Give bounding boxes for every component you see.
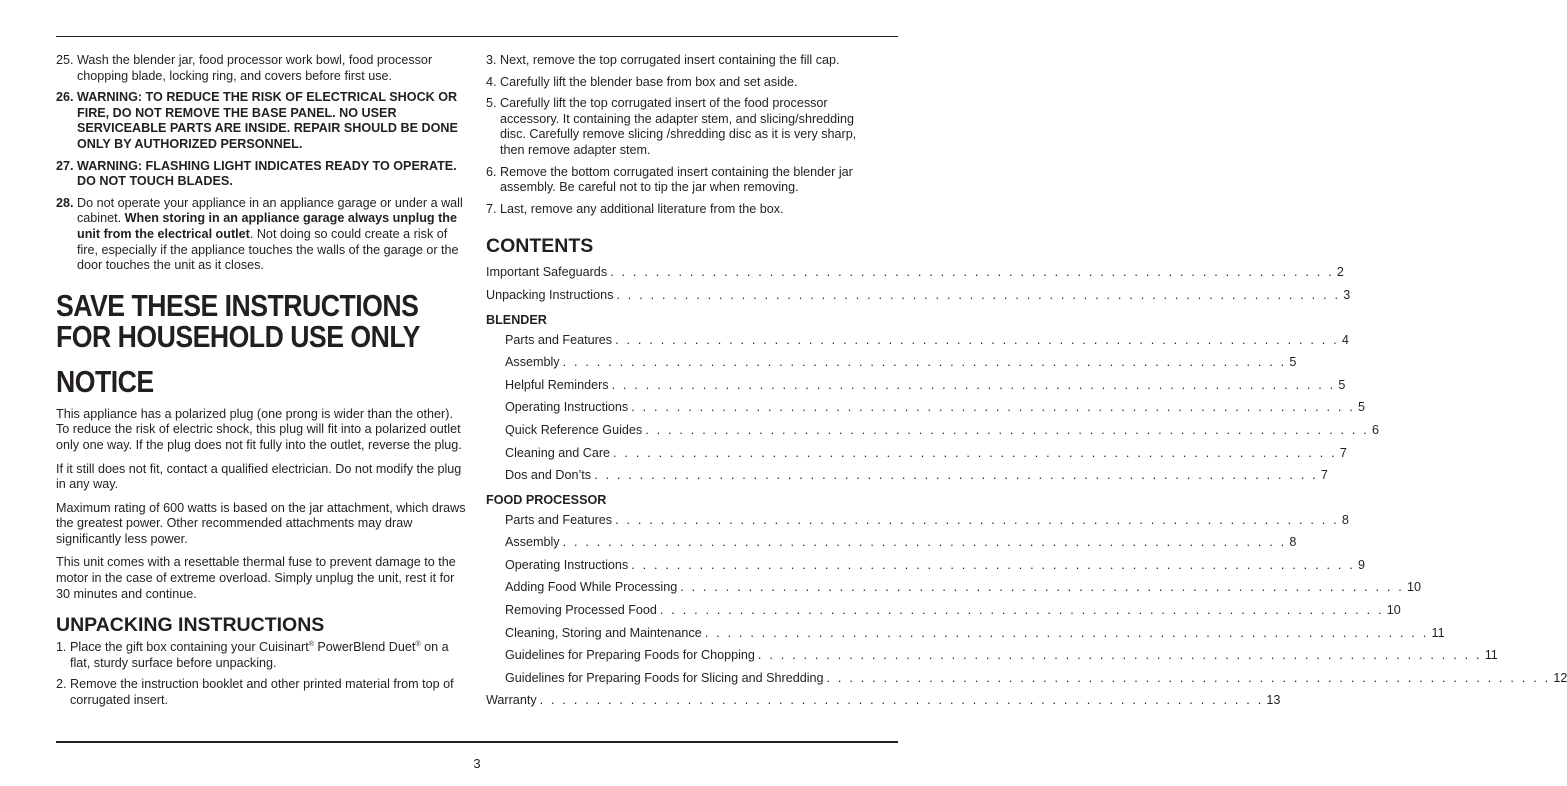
toc-entry-important-safeguards[interactable]: Important Safeguards . . . . . . . . . . . . . . . . . . . . . . . . . . . . . . . . . . . . . . . . . . . . . . . . . . . . . . . . . . . . . . . . 2 — [486, 265, 1344, 280]
safeguard-item-28: 28. Do not operate your appliance in an appliance garage or under a wall cabinet. When storing in an appliance garage always unplug the unit from the electrical outlet. Not doing so could create a risk of fire, especially if the appliance touches the walls of the garage or the door touches the unit as it closes. — [56, 195, 463, 273]
bottom-rule — [56, 741, 898, 743]
page-number: 3 — [473, 756, 481, 771]
toc-entry-blender-assembly[interactable]: Assembly . . . . . . . . . . . . . . . . . . . . . . . . . . . . . . . . . . . . . . . . . . . . . . . . . . . . . . . . . . . . . . . . 5 — [505, 355, 1297, 370]
toc-entry-fp-operating[interactable]: Operating Instructions . . . . . . . . . . . . . . . . . . . . . . . . . . . . . . . . . . . . . . . . . . . . . . . . . . . . . . . . . . . . . . . . 9 — [505, 557, 1365, 572]
toc-entry-adding-food[interactable]: Adding Food While Processing . . . . . . . . . . . . . . . . . . . . . . . . . . . . . . . . . . . . . . . . . . . . . . . . . . . . . . . . . . . . . . . . 10 — [505, 580, 1422, 595]
notice-heading: NOTICE — [56, 363, 154, 399]
safeguard-item-25: 25. Wash the blender jar, food processor work bowl, food processor chopping blade, locking ring, and covers before first use. — [56, 53, 433, 83]
toc-entry-helpful-reminders[interactable]: Helpful Reminders . . . . . . . . . . . . . . . . . . . . . . . . . . . . . . . . . . . . . . . . . . . . . . . . . . . . . . . . . . . . . . . . 5 — [505, 377, 1346, 392]
right-column — [486, 53, 1567, 716]
unpacking-step-5: 5. Carefully lift the top corrugated insert of the food processor accessory. It containing the adapter stem, and slicing/shredding disc. Carefully remove slicing /shredding disc as it is very sharp, then remove adapter stem. — [486, 96, 857, 157]
toc-entry-dos-donts[interactable]: Dos and Don’ts . . . . . . . . . . . . . . . . . . . . . . . . . . . . . . . . . . . . . . . . . . . . . . . . . . . . . . . . . . . . . . . . 7 — [505, 468, 1328, 483]
toc-entry-removing-food[interactable]: Removing Processed Food . . . . . . . . . . . . . . . . . . . . . . . . . . . . . . . . . . . . . . . . . . . . . . . . . . . . . . . . . . . . . . . . 10 — [505, 603, 1401, 618]
unpacking-step-6: 6. Remove the bottom corrugated insert containing the blender jar assembly. Be careful not to tip the jar when removing. — [486, 164, 853, 195]
safeguard-item-27: 27. WARNING: FLASHING LIGHT INDICATES READY TO OPERATE. DO NOT TOUCH BLADES. — [56, 158, 457, 189]
toc-entry-unpacking-instructions[interactable]: Unpacking Instructions . . . . . . . . . . . . . . . . . . . . . . . . . . . . . . . . . . . . . . . . . . . . . . . . . . . . . . . . . . . . . . . . 3 — [486, 287, 1351, 302]
safeguard-item-26: 26. WARNING: TO REDUCE THE RISK OF ELECTRICAL SHOCK OR FIRE, DO NOT REMOVE THE BASE PANEL. NO USER SERVICEABLE PARTS ARE INSIDE. REPAIR SHOULD BE DONE ONLY BY AUTHORIZED PERSONNEL. — [56, 90, 458, 151]
toc-entry-fp-parts[interactable]: Parts and Features . . . . . . . . . . . . . . . . . . . . . . . . . . . . . . . . . . . . . . . . . . . . . . . . . . . . . . . . . . . . . . . . 8 — [505, 512, 1349, 527]
unpacking-step-7: 7. Last, remove any additional literature from the box. — [486, 201, 784, 216]
unpacking-step-4: 4. Carefully lift the blender base from box and set aside. — [486, 74, 798, 89]
table-of-contents — [486, 265, 1567, 716]
notice-paragraph-4: This unit comes with a resettable thermal fuse to prevent damage to the motor in the case of extreme overload. Simply unplug the unit, rest it for 30 minutes and continue. — [56, 555, 456, 601]
contents-heading: CONTENTS — [486, 235, 594, 258]
left-column — [56, 53, 468, 715]
toc-entry-warranty[interactable]: Warranty . . . . . . . . . . . . . . . . . . . . . . . . . . . . . . . . . . . . . . . . . . . . . . . . . . . . . . . . . . . . . . . . 13 — [486, 693, 1281, 708]
toc-category-food-processor: FOOD PROCESSOR — [486, 492, 607, 507]
unpacking-step-3: 3. Next, remove the top corrugated insert containing the fill cap. — [486, 53, 840, 67]
unpacking-step-1: 1. Place the gift box containing your Cuisinart® PowerBlend Duet® on a flat, sturdy surface before unpacking. — [56, 640, 449, 670]
toc-entry-chopping-guidelines[interactable]: Guidelines for Preparing Foods for Chopping . . . . . . . . . . . . . . . . . . . . . . . . . . . . . . . . . . . . . . . . . . . . . . . . . . . . . . . . . . . . . . . . 11 — [505, 648, 1498, 663]
toc-entry-cleaning-storing[interactable]: Cleaning, Storing and Maintenance . . . . . . . . . . . . . . . . . . . . . . . . . . . . . . . . . . . . . . . . . . . . . . . . . . . . . . . . . . . . . . . . 11 — [505, 625, 1445, 640]
toc-entry-blender-parts[interactable]: Parts and Features . . . . . . . . . . . . . . . . . . . . . . . . . . . . . . . . . . . . . . . . . . . . . . . . . . . . . . . . . . . . . . . . 4 — [505, 332, 1349, 347]
toc-category-blender: BLENDER — [486, 312, 547, 327]
save-instructions-heading: SAVE THESE INSTRUCTIONS FOR HOUSEHOLD USE ONLY — [56, 287, 420, 354]
toc-entry-blender-operating[interactable]: Operating Instructions . . . . . . . . . . . . . . . . . . . . . . . . . . . . . . . . . . . . . . . . . . . . . . . . . . . . . . . . . . . . . . . . 5 — [505, 400, 1365, 415]
notice-paragraph-1: This appliance has a polarized plug (one prong is wider than the other). To reduce the risk of electric shock, this plug will fit into a polarized outlet only one way. If the plug does not fit fully into the outlet, reverse the plug. — [56, 406, 462, 452]
toc-entry-quick-reference[interactable]: Quick Reference Guides . . . . . . . . . . . . . . . . . . . . . . . . . . . . . . . . . . . . . . . . . . . . . . . . . . . . . . . . . . . . . . . . 6 — [505, 422, 1379, 437]
toc-entry-fp-assembly[interactable]: Assembly . . . . . . . . . . . . . . . . . . . . . . . . . . . . . . . . . . . . . . . . . . . . . . . . . . . . . . . . . . . . . . . . 8 — [505, 535, 1297, 550]
notice-paragraph-2: If it still does not fit, contact a qualified electrician. Do not modify the plug in any way. — [56, 461, 462, 492]
toc-entry-cleaning-care[interactable]: Cleaning and Care . . . . . . . . . . . . . . . . . . . . . . . . . . . . . . . . . . . . . . . . . . . . . . . . . . . . . . . . . . . . . . . . 7 — [505, 445, 1347, 460]
unpacking-heading: UNPACKING INSTRUCTIONS — [56, 614, 325, 637]
top-rule — [56, 36, 898, 37]
toc-entry-slicing-guidelines[interactable]: Guidelines for Preparing Foods for Slicing and Shredding . . . . . . . . . . . . . . . . . . . . . . . . . . . . . . . . . . . . . . . . . . . . . . . . . . . . . . . . . . . . . . . . 12 — [505, 670, 1567, 685]
unpacking-step-2: 2. Remove the instruction booklet and other printed material from top of corrugated insert. — [56, 677, 454, 708]
notice-paragraph-3: Maximum rating of 600 watts is based on the jar attachment, which draws the greatest power. Other recommended attachments may draw significantly less power. — [56, 500, 466, 546]
